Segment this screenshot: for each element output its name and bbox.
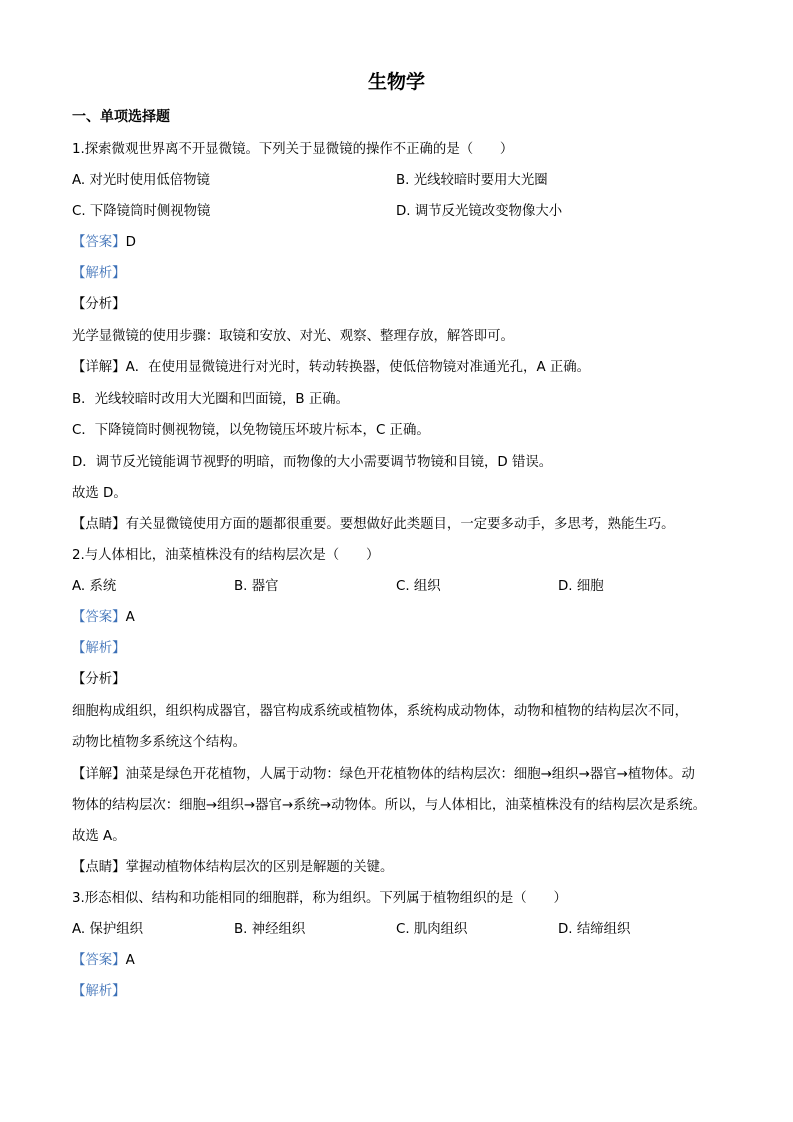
q1-analysis-label: 【解析】: [72, 266, 126, 281]
q2-option-b: B. 器官: [234, 579, 279, 594]
q2-dianjing: [72, 858, 393, 878]
q2-option-a: A. 系统: [72, 579, 117, 594]
detail-label: 【详解】: [72, 767, 126, 782]
q3-option-b: B. 神经组织: [234, 922, 306, 937]
q2-fenxi-label: 【分析】: [72, 672, 126, 687]
page-title: 生物学: [367, 71, 425, 93]
q2-option-d: D. 细胞: [558, 579, 604, 594]
answer-value: A: [125, 610, 135, 625]
dianjing-label: 【点睛】: [72, 517, 126, 532]
q3-stem: 3.形态相似、结构和功能相同的细胞群，称为组织。下列属于植物组织的是（ ）: [72, 891, 567, 906]
dianjing-text: 掌握动植物体结构层次的区别是解题的关键。: [125, 860, 394, 875]
answer-label: 【答案】: [72, 610, 126, 625]
q3-answer: [72, 951, 135, 971]
q1-option-a: A. 对光时使用低倍物镜: [72, 173, 210, 188]
q1-detail-d: D．调节反光镜能调节视野的明暗，而物像的大小需要调节物镜和目镜，D 错误。: [72, 455, 553, 470]
q2-choose: 故选 A。: [72, 829, 126, 844]
dianjing-label: 【点睛】: [72, 860, 126, 875]
q2-detail-line-2: 物体的结构层次：细胞→组织→器官→系统→动物体。所以，与人体相比，油菜植株没有的结构层次是系统。: [72, 798, 707, 813]
q1-dianjing: [72, 515, 675, 535]
q2-detail-line-1: [72, 765, 695, 785]
answer-label: 【答案】: [72, 953, 126, 968]
q2-option-c: C. 组织: [396, 579, 441, 594]
dianjing-text: 有关显微镜使用方面的题都很重要。要想做好此类题目，一定要多动手，多思考，熟能生巧。: [125, 517, 675, 532]
q2-answer: [72, 608, 135, 628]
answer-label: 【答案】: [72, 235, 126, 250]
q3-option-a: A. 保护组织: [72, 922, 143, 937]
section-heading: 一、单项选择题: [72, 109, 170, 125]
q1-detail-b: B．光线较暗时改用大光圈和凹面镜，B 正确。: [72, 392, 350, 407]
q1-option-b: B. 光线较暗时要用大光圈: [396, 173, 548, 188]
q1-option-c: C. 下降镜筒时侧视物镜: [72, 204, 211, 219]
q2-stem: 2.与人体相比，油菜植株没有的结构层次是（ ）: [72, 548, 380, 563]
q1-answer: [72, 233, 136, 253]
q3-option-c: C. 肌肉组织: [396, 922, 468, 937]
detail-text: A．在使用显微镜进行对光时，转动转换器，使低倍物镜对准通光孔，A 正确。: [125, 360, 591, 375]
detail-text: 油菜是绿色开花植物，人属于动物：绿色开花植物体的结构层次：细胞→组织→器官→植物体。动: [125, 767, 695, 782]
q2-analysis-label: 【解析】: [72, 641, 126, 656]
q3-option-d: D. 结缔组织: [558, 922, 631, 937]
answer-value: D: [125, 235, 136, 250]
q3-analysis-label: 【解析】: [72, 984, 126, 999]
q1-detail-a: [72, 358, 590, 378]
q1-detail-c: C．下降镜筒时侧视物镜，以免物镜压坏玻片标本，C 正确。: [72, 423, 430, 438]
q2-fenxi-line-2: 动物比植物多系统这个结构。: [72, 735, 247, 750]
detail-label: 【详解】: [72, 360, 126, 375]
q1-fenxi-text: 光学显微镜的使用步骤：取镜和安放、对光、观察、整理存放，解答即可。: [72, 329, 514, 344]
answer-value: A: [125, 953, 135, 968]
q1-stem: 1.探索微观世界离不开显微镜。下列关于显微镜的操作不正确的是（ ）: [72, 142, 514, 157]
q1-option-d: D. 调节反光镜改变物像大小: [396, 204, 563, 219]
q1-choose: 故选 D。: [72, 486, 127, 501]
q1-fenxi-label: 【分析】: [72, 297, 126, 312]
q2-fenxi-line-1: 细胞构成组织，组织构成器官，器官构成系统或植物体，系统构成动物体，动物和植物的结构层次不同，: [72, 704, 688, 719]
